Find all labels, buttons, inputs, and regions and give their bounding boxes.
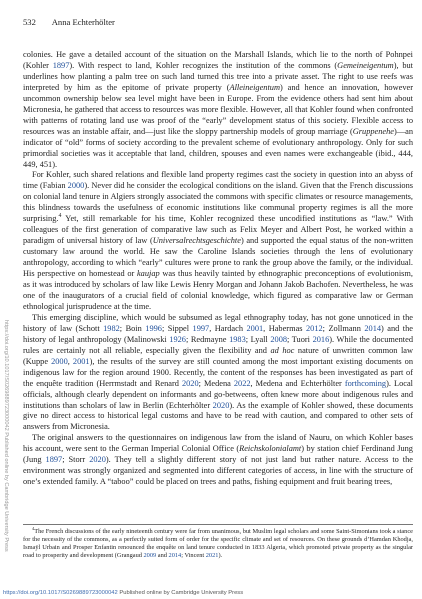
footnote-marker[interactable]: 4 bbox=[58, 213, 62, 220]
citation-link[interactable]: 1926 bbox=[169, 334, 186, 344]
body-paragraph: The original answers to the questionnaires on indigenous law from the island of Nauru, on which Kohler bases his account, were sent to the German Imperial Colonial Office (Reichskolonialamt) by station chief Ferdinand Jung (Jung 1897; Storr 2020). They tell a slightly different story of not just land but rather nature. Access to the environment was strongly organized and segmented into different categories of access, in line with the structure of one’s extended family. A “taboo” could be placed on trees and paths, fishing equipment and fruit bearing trees, bbox=[23, 433, 413, 487]
italic-term: Universalrechtsgeschichte bbox=[152, 236, 241, 246]
footnote-divider bbox=[23, 524, 413, 525]
citation-link[interactable]: 2020 bbox=[212, 400, 230, 410]
citation-link[interactable]: 2014 bbox=[168, 551, 182, 559]
citation-link[interactable]: 2014 bbox=[364, 323, 382, 333]
citation-link[interactable]: 1983 bbox=[229, 334, 246, 344]
italic-term: Alleineigentum bbox=[229, 82, 280, 92]
body-paragraph: colonies. He gave a detailed account of the situation on the Marshall Islands, which lie to the north of Pohnpei (Kohler 1897). With respect to land, Kohler recognizes the institution of the commons (Gemeineigentum), but underlines how planting a palm tree on such land turned this tree into a private asset. The right to use reefs was interpreted by him as the epitome of private property (Alleineigentum) and hence an innovation, however uncommon ownership below sea level might have been in Europe. From the evidence others had sent him about Micronesia, he gathered that access to resources was more flexible. However, all that Kohler found when confronted with patterns of rotating land use was proof of the “early” development status of this society. Flexible access to resources was an instable affair, and—just like the sloppy partnership models of group marriage (Gruppenehe)—an indicator of “old” forms of society according to the prevalent scheme of evolutionary anthropology. Only for such primordial societies was it acceptable that land, children, spouses and even names were exchangeable (ibid., 444, 449, 451). bbox=[23, 50, 413, 169]
citation-link[interactable]: 2000 bbox=[67, 181, 85, 191]
bottom-bar bbox=[0, 588, 422, 599]
body-paragraph: This emerging discipline, which would be subsumed as legal ethnography today, has not gone unnoticed in the history of law (Schott 1982; Boin 1996; Sippel 1997, Hardach 2001, Habermas 2012; Zollmann 2014) and the history of legal anthropology (Malinowski 1926; Redmayne 1983; Lyall 2008; Tuori 2016). While the documented rules are certainly not all reliable, especially given the flexibility and ad hoc nature of unwritten common law (Kuppe 2000, 2001), the results of the survey are still counted among the most important existing documents on indigenous law for the region around 1900. Recently, the content of the responses has been investigated as part of the enquête tradition (Herrmstadt and Renard 2020; Medena 2022, Medena and Echterhölter forthcoming). Local officials, although clearly dependent on informants and go-betweens, often knew more about indigenous rules and institutions than scholars of law in Berlin (Echterhölter 2020). As the example of Kohler showed, these documents give no direct access to historical legal customs and have to be read with caution, and compared to other sets of answers from Micronesia. bbox=[23, 312, 414, 432]
citation-link[interactable]: 2008 bbox=[270, 334, 288, 344]
citation-link[interactable]: 2000 bbox=[51, 356, 68, 366]
italic-term: kaujap bbox=[136, 269, 160, 279]
citation-link[interactable]: 2021 bbox=[205, 551, 219, 559]
citation-link[interactable]: 2022 bbox=[233, 378, 251, 388]
citation-link[interactable]: 2001 bbox=[246, 323, 264, 333]
citation-link[interactable]: 1897 bbox=[45, 455, 63, 465]
citation-link[interactable]: 2009 bbox=[143, 551, 157, 559]
citation-link[interactable]: 1997 bbox=[192, 323, 210, 333]
citation-link[interactable]: 2020 bbox=[181, 378, 199, 388]
citation-link[interactable]: 1982 bbox=[103, 323, 120, 333]
page-number: 532 bbox=[23, 17, 36, 27]
side-margin-note bbox=[0, 320, 10, 560]
body-paragraph: For Kohler, such shared relations and flexible land property regimes cast the society in question into an abyss of time (Fabian 2000). Never did he consider the ecological conditions on the island. Given that the French discussions on colonial land tenure in Algiers strongly associated the commons with specific climates or resource managements, this blindness towards the usefulness of economic institutions like communal property regimes is all the more surprising.$^4$ Yet, still remarkable for his time, Kohler recognized these uncodified institutions as “law.” With colleagues of the first generation of comparative law such as Felix Meyer and Albert Post, he worked within a paradigm of universal history of law (Universalrechtsgeschichte) and supported the equal status of the non-written customary law around the world. He saw the Caroline Islands societies through the lens of evolutionary anthropology, according to which “early” cultures were prone to rank the group above the family, or the individual. His perspective on homestead or kaujap was thus heavily tainted by ethnographic preconceptions of evolutionism, as it was introduced by scholars of law like Lewis Henry Morgan and Johann Jakob Bachofen. Nevertheless, he was one of the inaugurators of a crucial field of colonial knowledge, which figured as comparative law or German ethnological jurisprudence at the time. bbox=[23, 170, 413, 311]
citation-link[interactable]: 1996 bbox=[145, 323, 162, 333]
article-body bbox=[23, 50, 413, 488]
published-note: Published online by Cambridge University Press bbox=[119, 590, 244, 596]
running-author: Anna Echterhölter bbox=[51, 17, 115, 27]
citation-link[interactable]: 1897 bbox=[52, 60, 70, 70]
running-header bbox=[23, 17, 413, 28]
footnote-area bbox=[23, 525, 413, 559]
citation-link[interactable]: 2012 bbox=[305, 323, 323, 333]
citation-link[interactable]: forthcoming bbox=[344, 378, 387, 388]
italic-term: Gemeineigentum bbox=[337, 60, 394, 70]
citation-link[interactable]: 2001 bbox=[72, 356, 90, 366]
citation-link[interactable]: 2020 bbox=[89, 455, 106, 465]
italic-term: ad hoc bbox=[270, 345, 295, 355]
footnote-4: $^4$The French discussions of the early nineteenth century were far from unanimous, but Muslim legal scholars and some Saint-Simonians took a stance for the necessity of the commons, as a perfectly suited form of order for the specific climate and set of resources. On these grounds d’Hamdan Khodja, Ismaÿl Urbain and Prosper Enfantin renounced the enquête on land tenure conducted in 1833 Algeria, which promoted private property as the singular road to prosperity and development (Grangaud 2009 and 2014; Vincent 2021). bbox=[23, 525, 413, 559]
side-doi-note: https://doi.org/10.1017/S0269889723000042 Published online by Cambridge University Press bbox=[3, 320, 9, 552]
italic-term: Gruppenehe bbox=[352, 126, 394, 136]
doi-link[interactable]: https://doi.org/10.1017/S0269889723000042 bbox=[3, 590, 118, 596]
citation-link[interactable]: 2016 bbox=[312, 334, 330, 344]
footnote-marker[interactable]: 4 bbox=[32, 525, 35, 531]
italic-term: Reichskolonialamt bbox=[239, 444, 302, 454]
